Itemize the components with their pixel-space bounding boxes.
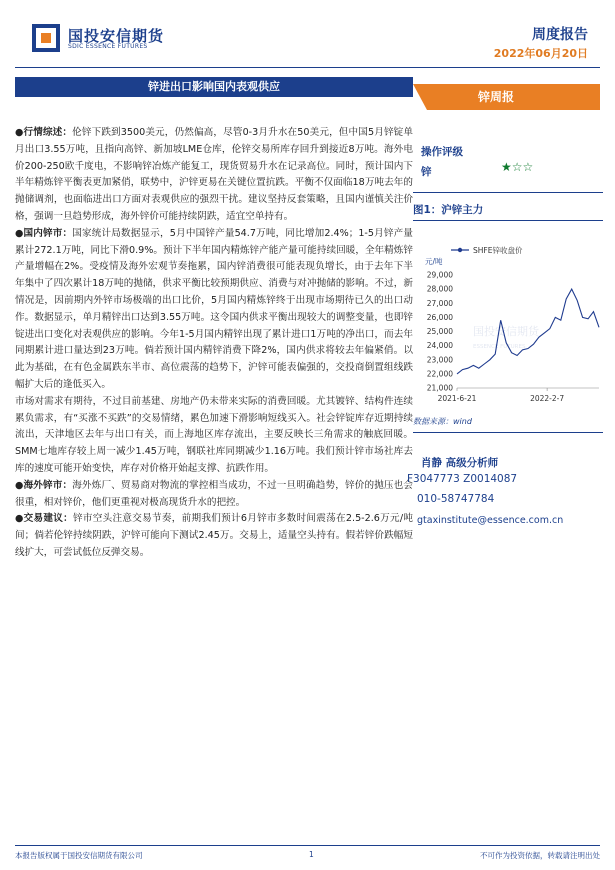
rating-heading: 操作评级 — [421, 146, 463, 158]
figure-divider-top — [413, 192, 603, 193]
chart-x-axis — [438, 388, 599, 403]
paragraph-domestic — [15, 226, 413, 394]
trading-text: 锌市空头注意交易节奏，前期我们预计6月锌市多数时间震荡在2.5-2.6万元/吨间；倘若伦锌持续阴跌，沪锌可能向下测试2.45万。交易上，适量空头持有。假若锌价跌幅短线扩大，可尝试低位反弹交易。 — [15, 513, 414, 558]
domestic-label: ●国内锌市： — [15, 227, 73, 239]
footer-copyright: 本报告版权属于国投安信期货有限公司 — [15, 851, 143, 860]
analyst-license: F3047773 Z0014087 — [407, 473, 518, 485]
source-divider — [413, 432, 603, 433]
footer-divider — [15, 845, 600, 846]
demand-text: 市场对需求有期待，不过目前基建、房地产仍未带来实际的消费回暖。尤其镀锌、结构件连续累负需求，有“买涨不买跌”的交易情绪，累色加速下滑影响短线买入。社会锌锭库存近期持续流出，天津地区去年与出口有关，而上海地区库存流出，主要反映长三角需求的触底回暖。SMM七地库存较上周一减少1.45万吨，钢联社库同期减少1.16万吨。我们预计锌市场社库去库的速度可能开始变快，库存对价格开始起支撑、抗跌作用。 — [15, 395, 413, 474]
page-number: 1 — [309, 850, 314, 859]
rating-stars: ★☆☆ — [501, 160, 534, 174]
report-tag: 锌周报 — [413, 84, 600, 110]
data-source: 数据来源：wind — [413, 417, 472, 426]
chart-y-axis — [427, 271, 453, 393]
logo-text-en: SDIC ESSENCE FUTURES — [68, 43, 148, 50]
header-divider — [15, 67, 600, 68]
footer-disclaimer: 不可作为投资依据，转载请注明出处 — [480, 851, 600, 860]
y-tick-label: 23,000 — [426, 355, 453, 365]
zinc-price-chart — [413, 240, 603, 410]
y-tick-label: 26,000 — [426, 312, 453, 322]
company-logo-icon — [32, 24, 60, 52]
y-tick-label: 22,000 — [426, 369, 453, 379]
logo-text-cn: 国投安信期货 — [68, 27, 165, 45]
overseas-text: 海外炼厂、贸易商对物流的掌控相当成功，不过一旦明确趋势，锌价的抛压也会很重，相对锌价，他们更重视对极高现货升水的把控。 — [15, 479, 414, 508]
report-date: 2022年06月20日 — [493, 47, 588, 60]
overview-label: ●行情综述： — [15, 127, 73, 138]
legend-marker — [458, 248, 462, 252]
trading-label: ●交易建议： — [15, 513, 74, 525]
y-tick-label: 24,000 — [426, 341, 453, 351]
analyst-email[interactable]: gtaxinstitute@essence.com.cn — [417, 515, 564, 526]
analyst-name: 肖静 高级分析师 — [421, 457, 499, 469]
figure-divider — [413, 220, 603, 221]
paragraph-overview — [15, 125, 413, 226]
company-logo — [32, 22, 432, 56]
report-body — [15, 125, 413, 562]
legend-label: SHFE锌收盘价 — [473, 246, 523, 255]
x-tick-label: 2021-6-21 — [437, 394, 477, 403]
rating-item: 锌 — [421, 166, 432, 178]
paragraph-trading — [15, 511, 413, 561]
y-tick-label: 25,000 — [426, 327, 453, 336]
chart-unit-label: 元/吨 — [425, 257, 443, 266]
y-tick-label: 21,000 — [426, 383, 453, 393]
chart-legend — [451, 245, 523, 255]
domestic-text: 国家统计局数据显示，5月中国锌产量54.7万吨，同比增加2.4%；1-5月锌产量累计272.1万吨，同比下滑0.9%。预计下半年国内精炼锌产能产量可能持续回暖，全年精炼锌产量增幅在2%。受疫情及海外宏观节奏拖累，国内锌消费很可能表现负增长，由于去年下半年集中了四次累计18万吨的抛储，供求平衡比较预期供应、消费与对冲抛储的影响。不过，新情况是，因前期内外锌市场极端的出口比价，5月国内精炼锌终于出现市场期待已久的出口动作。数据显示，单月精锌出口达到3.55万吨。这令国内供求平衡出现较大的调整变量，也即锌锭进出口变化对表观供应的影响。今年1-5月国内精锌出现了累计进口1万吨的净出口，而去年同期累计进口量达到23万吨。倘若预计国内精锌消费下降2%，国内供求将较去年偏紧俏。以此为基础，在有色金属跌东半市、高位震荡的趋势下，沪锌可能表偏强的，交投商倒置组线跌幅扩大后的逢低买入。 — [15, 227, 413, 390]
overseas-label: ●海外锌市： — [15, 479, 73, 491]
y-tick-label: 28,000 — [426, 284, 453, 294]
y-tick-label: 29,000 — [426, 270, 453, 280]
report-type: 周度报告 — [532, 27, 588, 43]
overview-text: 伦锌下跌到3500美元，仍然偏高，尽管0-3月升水在50美元，但中国5月锌锭单月出口3.55万吨，且指向高锌、新加坡LME仓库，伦锌交易所库存回升到接近8万吨。海外电价200-250欧千度电，不影响锌冶炼产能复工，现货贸易升水在记录高位。同时，预计国内下半年精炼锌平衡表更加紧俏，联势中，沪锌更易在关键位置抗跌。平衡不仅面临18万吨去年的抛储调剂，也面临进出口方面对表观供应的强烈干扰。建议坚持反套策略，且国内谨慎关注价格，强调一旦趋势形成，海外锌价可能持续阴跌，适宜空单持有。 — [15, 127, 413, 222]
report-title: 锌进出口影响国内表观供应 — [15, 77, 413, 97]
figure-label: 图1：沪锌主力 — [413, 204, 484, 216]
paragraph-overseas — [15, 478, 413, 512]
tag-notch — [413, 84, 427, 110]
chart-watermark-en: ESSENCE FUTURES — [473, 344, 526, 350]
analyst-phone: 010-58747784 — [417, 493, 495, 505]
paragraph-demand — [15, 394, 413, 478]
y-tick-label: 27,000 — [426, 298, 453, 308]
x-tick-label: 2022-2-7 — [530, 394, 565, 403]
chart-watermark: 国投安信期货 — [473, 325, 539, 338]
